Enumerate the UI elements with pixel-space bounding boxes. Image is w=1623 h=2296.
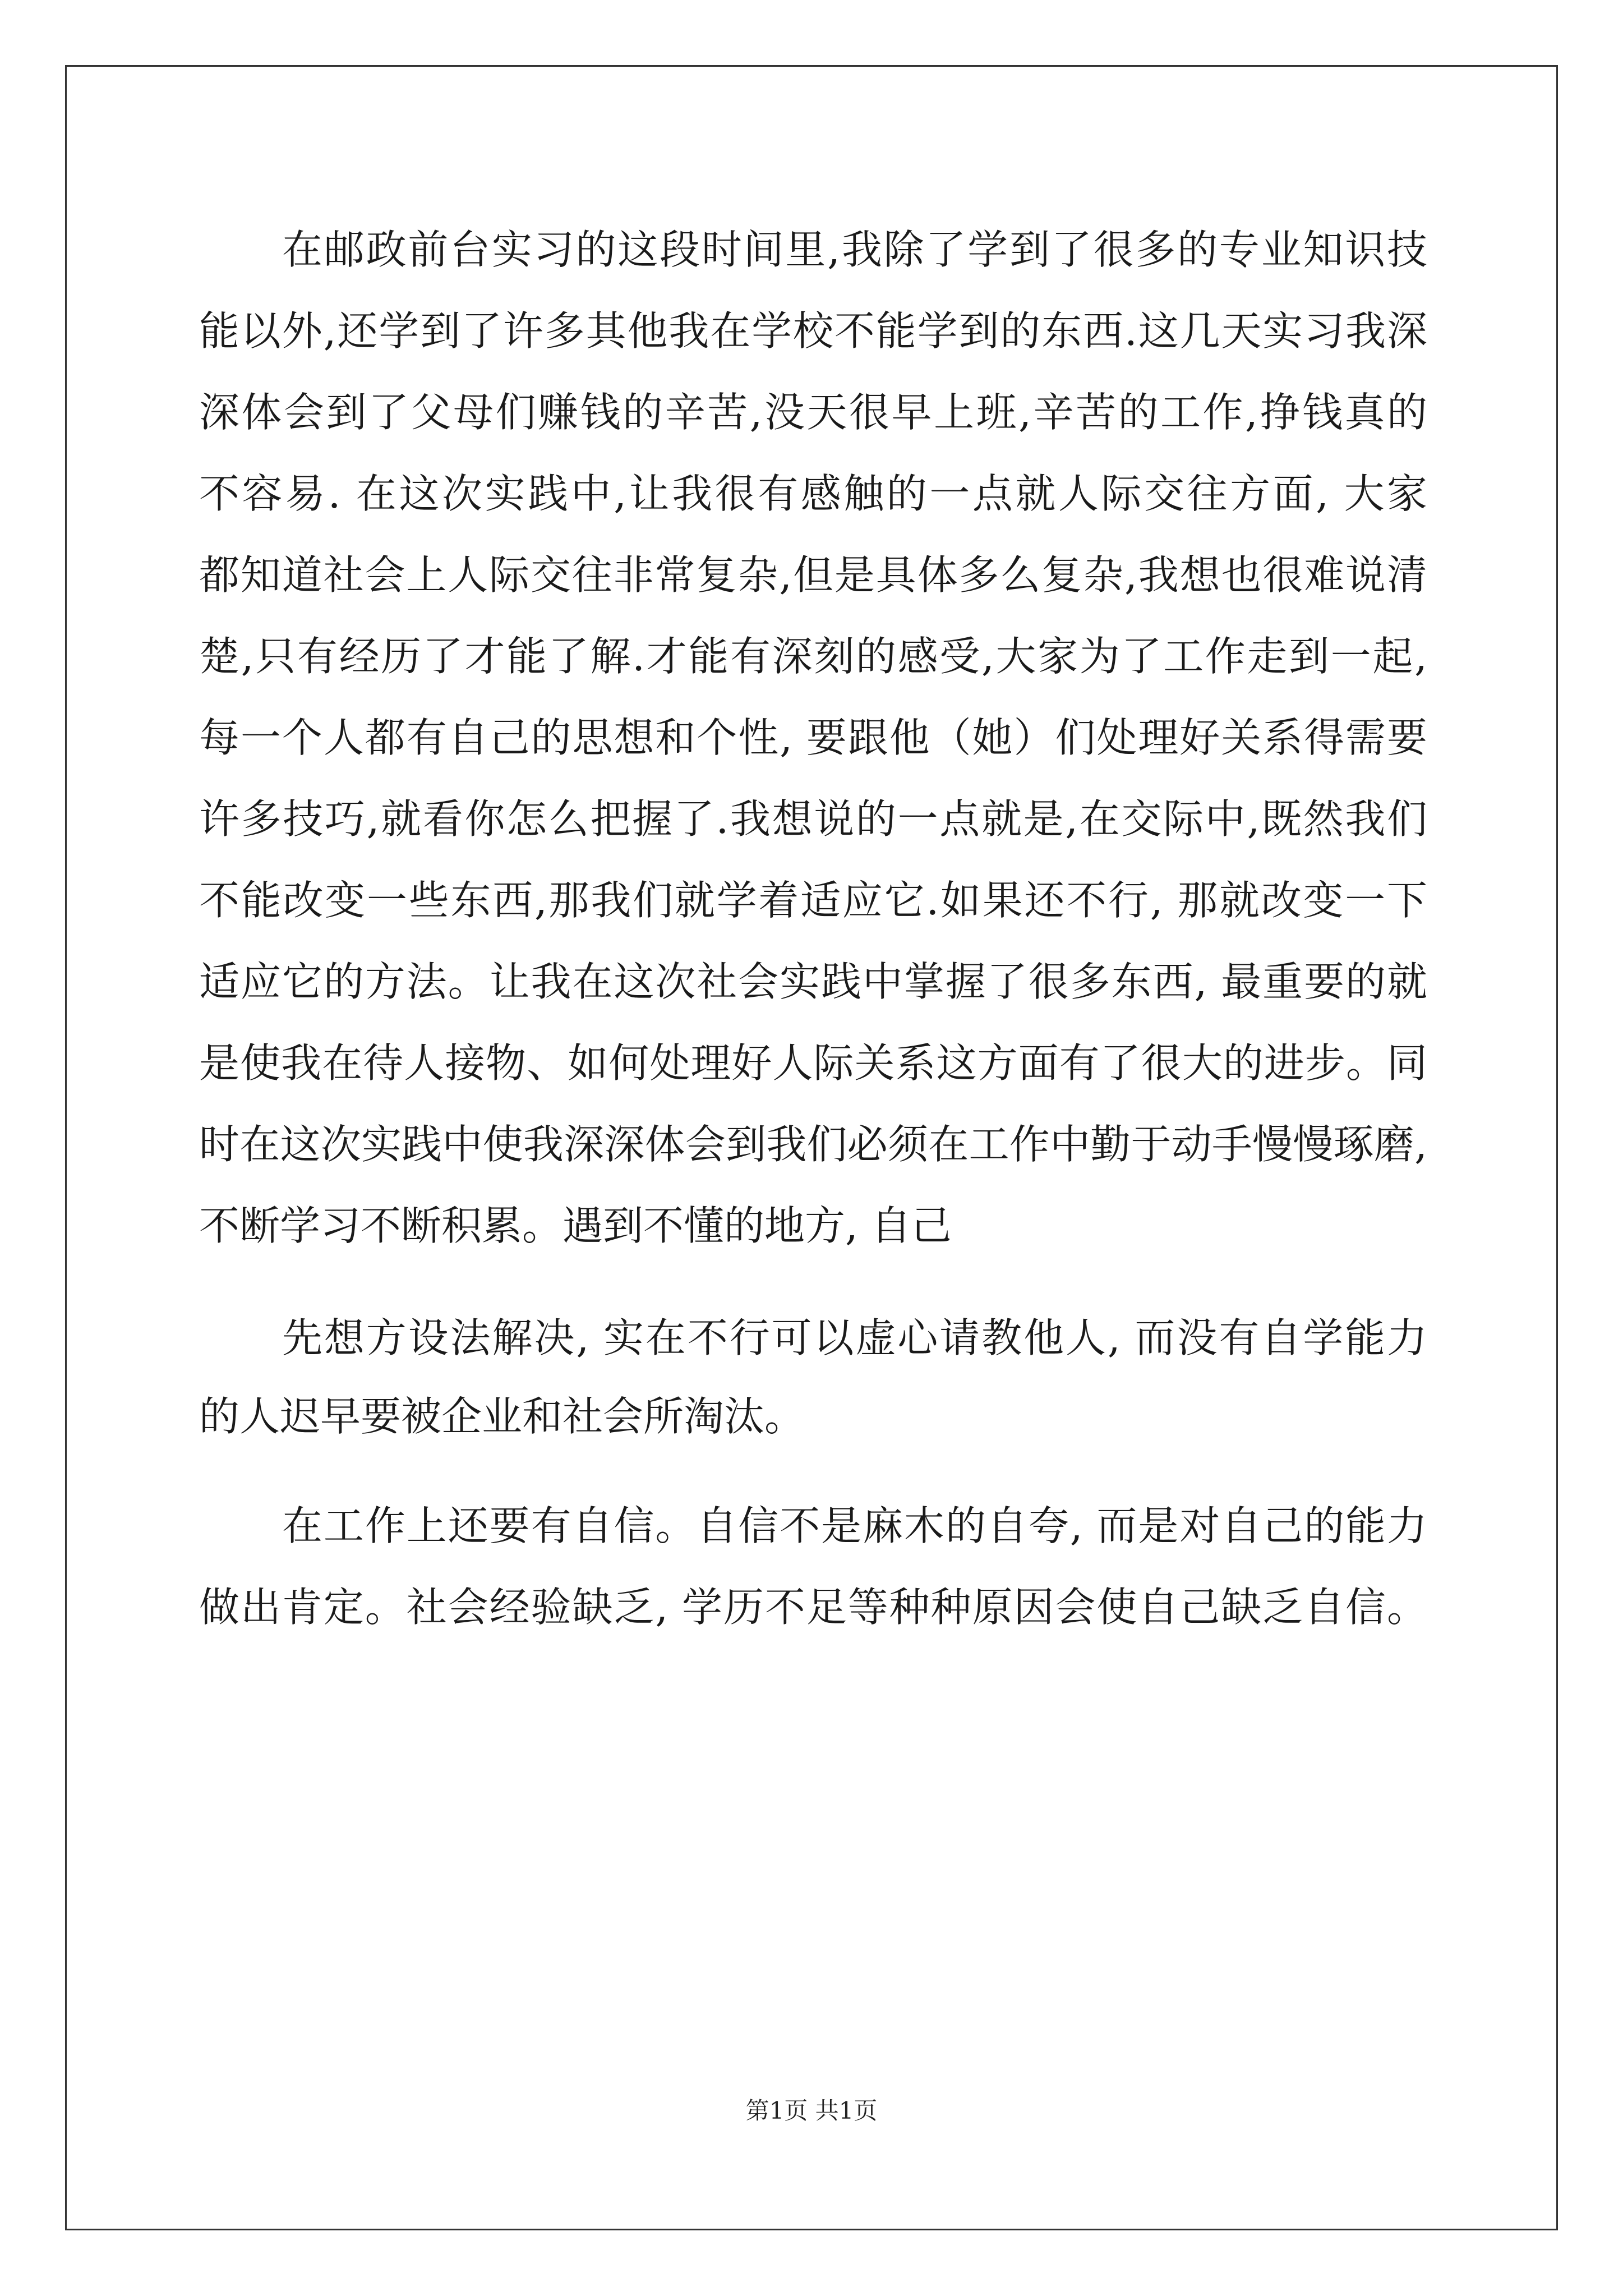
text-line: 先想方设法解决, 实在不行可以虚心请教他人, 而没有自学能力 xyxy=(282,1314,1427,1361)
text-line: 能以外,还学到了许多其他我在学校不能学到的东西.这几天实习我深 xyxy=(199,307,1427,355)
text-line: 的人迟早要被企业和社会所淘汰。 xyxy=(199,1393,805,1440)
text-line: 不容易. 在这次实践中,让我很有感触的一点就人际交往方面, 大家 xyxy=(199,470,1427,517)
text-line: 不能改变一些东西,那我们就学着适应它.如果还不行, 那就改变一下 xyxy=(199,877,1427,924)
text-line: 许多技巧,就看你怎么把握了.我想说的一点就是,在交际中,既然我们 xyxy=(199,795,1427,843)
text-line: 在工作上还要有自信。自信不是麻木的自夸, 而是对自己的能力 xyxy=(282,1502,1427,1549)
text-line: 适应它的方法。让我在这次社会实践中掌握了很多东西, 最重要的就 xyxy=(199,958,1427,1005)
text-line: 做出肯定。社会经验缺乏, 学历不足等种种原因会使自己缺乏自信。 xyxy=(199,1584,1427,1631)
text-line: 在邮政前台实习的这段时间里,我除了学到了很多的专业知识技 xyxy=(282,226,1427,273)
text-line: 时在这次实践中使我深深体会到我们必须在工作中勤于动手慢慢琢磨, xyxy=(199,1121,1427,1168)
text-line: 深体会到了父母们赚钱的辛苦,没天很早上班,辛苦的工作,挣钱真的 xyxy=(199,389,1427,436)
page-footer: 第1页 共1页 xyxy=(745,2097,878,2124)
text-line: 都知道社会上人际交往非常复杂,但是具体多么复杂,我想也很难说清 xyxy=(199,551,1427,599)
text-line: 不断学习不断积累。遇到不懂的地方, 自己 xyxy=(199,1202,952,1249)
text-line: 每一个人都有自己的思想和个性, 要跟他（她）们处理好关系得需要 xyxy=(199,714,1427,761)
text-line: 楚,只有经历了才能了解.才能有深刻的感受,大家为了工作走到一起, xyxy=(199,633,1427,680)
text-line: 是使我在待人接物、如何处理好人际关系这方面有了很大的进步。同 xyxy=(199,1039,1427,1087)
